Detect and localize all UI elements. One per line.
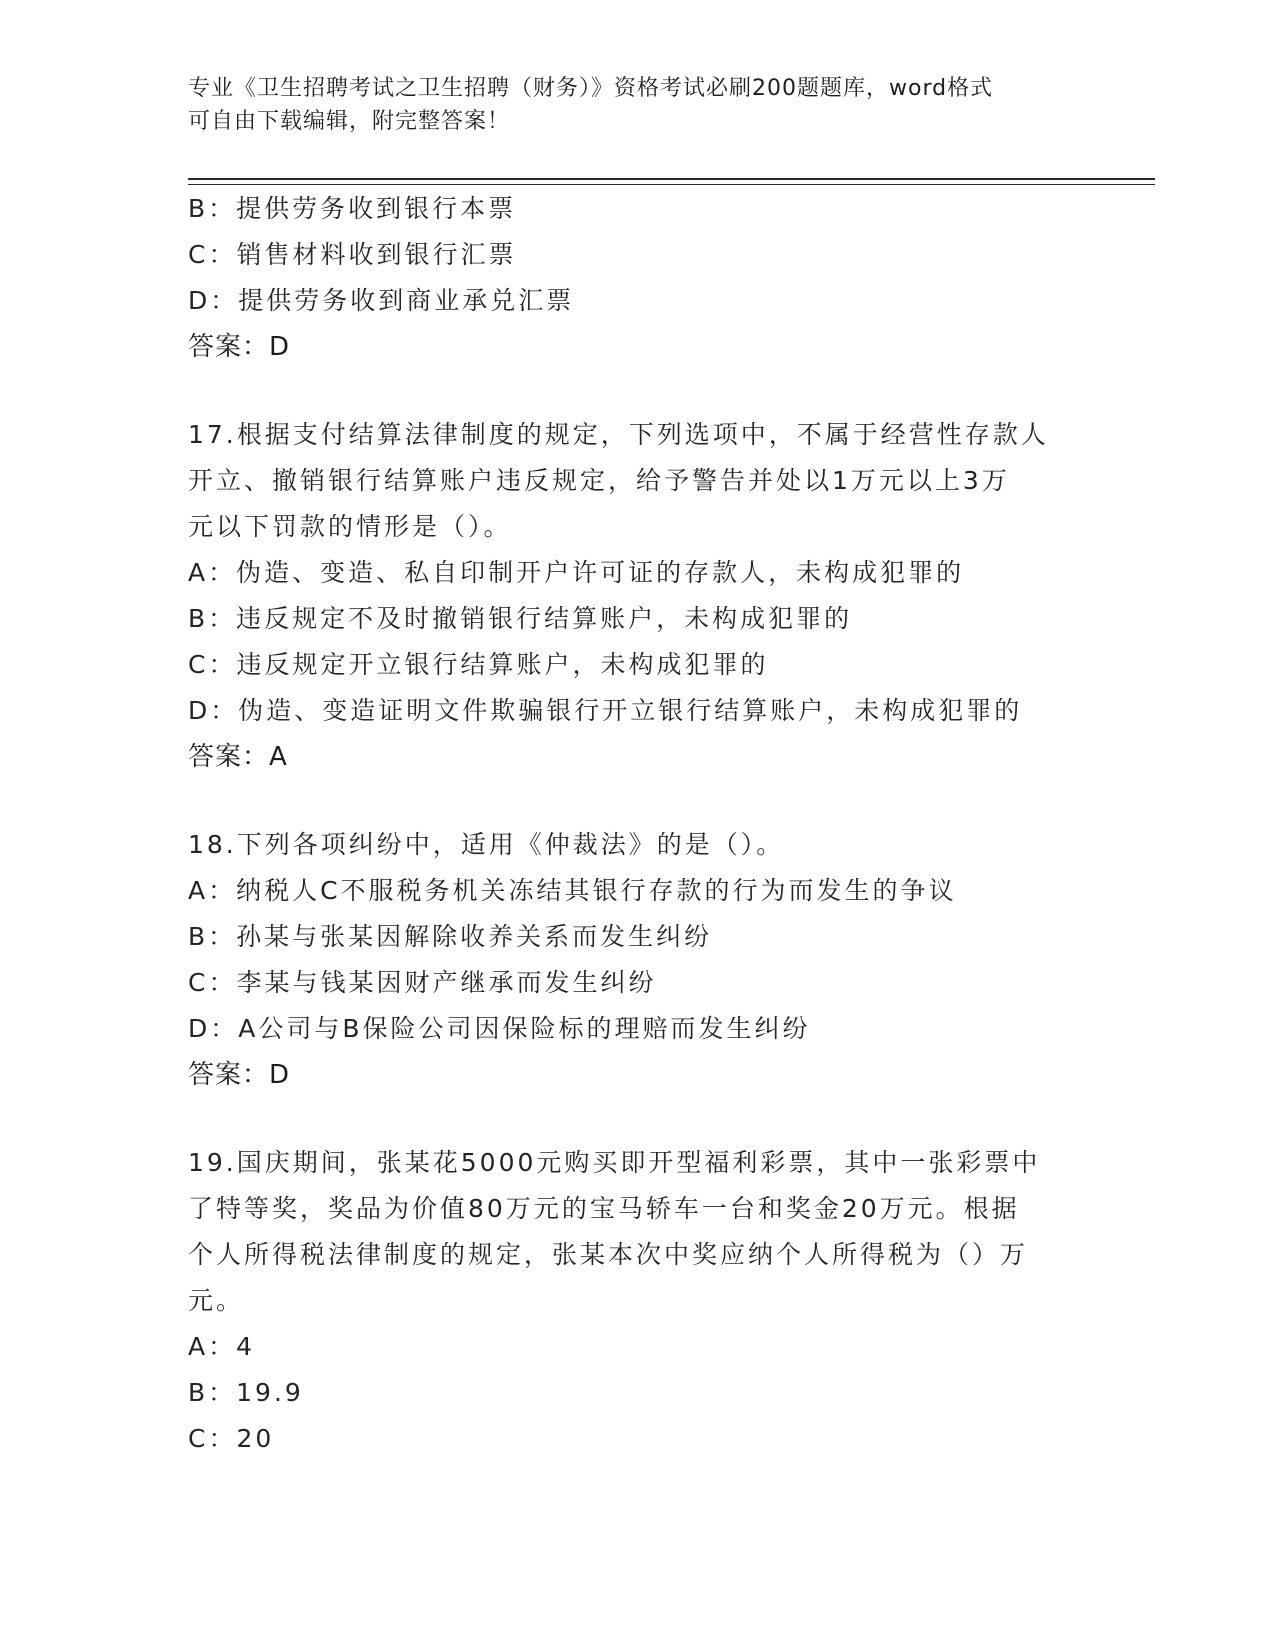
question-stem-line: 17.根据支付结算法律制度的规定，下列选项中，不属于经营性存款人: [188, 420, 1049, 449]
option-c: C：李某与钱某因财产继承而发生纠纷: [188, 968, 657, 997]
question-stem-line: 个人所得税法律制度的规定，张某本次中奖应纳个人所得税为（）万: [188, 1240, 1029, 1269]
document-header: [188, 72, 1078, 138]
header-line-2: 可自由下载编辑，附完整答案！: [188, 109, 511, 134]
option-a: A：伪造、变造、私自印制开户许可证的存款人，未构成犯罪的: [188, 558, 965, 587]
option-d: D：提供劳务收到商业承兑汇票: [188, 286, 575, 315]
option-c: C：销售材料收到银行汇票: [188, 240, 517, 269]
option-b: B：违反规定不及时撤销银行结算账户，未构成犯罪的: [188, 604, 853, 633]
option-c: C：20: [188, 1424, 275, 1453]
question-stem-line: 19.国庆期间，张某花5000元购买即开型福利彩票，其中一张彩票中: [188, 1148, 1041, 1177]
question-stem-line: 开立、撤销银行结算账户违反规定，给予警告并处以1万元以上3万: [188, 466, 1010, 495]
answer-line: 答案：D: [188, 332, 291, 362]
question-stem-line: 了特等奖，奖品为价值80万元的宝马轿车一台和奖金20万元。根据: [188, 1194, 1020, 1223]
option-d: D：伪造、变造证明文件欺骗银行开立银行结算账户，未构成犯罪的: [188, 696, 1023, 725]
option-c: C：违反规定开立银行结算账户，未构成犯罪的: [188, 650, 769, 679]
question-stem-line: 元以下罚款的情形是（）。: [188, 512, 512, 541]
question-stem-line: 18.下列各项纠纷中，适用《仲裁法》的是（）。: [188, 830, 785, 859]
header-rule-thin: [188, 184, 1155, 185]
question-16-continued: [188, 186, 1088, 370]
header-line-1: 专业《卫生招聘考试之卫生招聘（财务）》资格考试必刷200题题库，word格式: [188, 76, 994, 101]
question-18: [188, 822, 1088, 1098]
question-19: [188, 1140, 1088, 1462]
option-a: A：4: [188, 1332, 256, 1361]
question-stem-line: 元。: [188, 1286, 245, 1315]
question-17: [188, 412, 1088, 780]
option-b: B：19.9: [188, 1378, 304, 1407]
header-rule-thick: [188, 178, 1155, 180]
option-b: B：提供劳务收到银行本票: [188, 194, 517, 223]
question-list: [188, 186, 1088, 1462]
option-d: D：A公司与B保险公司因保险标的理赔而发生纠纷: [188, 1014, 811, 1043]
answer-line: 答案：D: [188, 1060, 291, 1090]
option-b: B：孙某与张某因解除收养关系而发生纠纷: [188, 922, 713, 951]
answer-line: 答案：A: [188, 742, 288, 772]
option-a: A：纳税人C不服税务机关冻结其银行存款的行为而发生的争议: [188, 876, 957, 905]
